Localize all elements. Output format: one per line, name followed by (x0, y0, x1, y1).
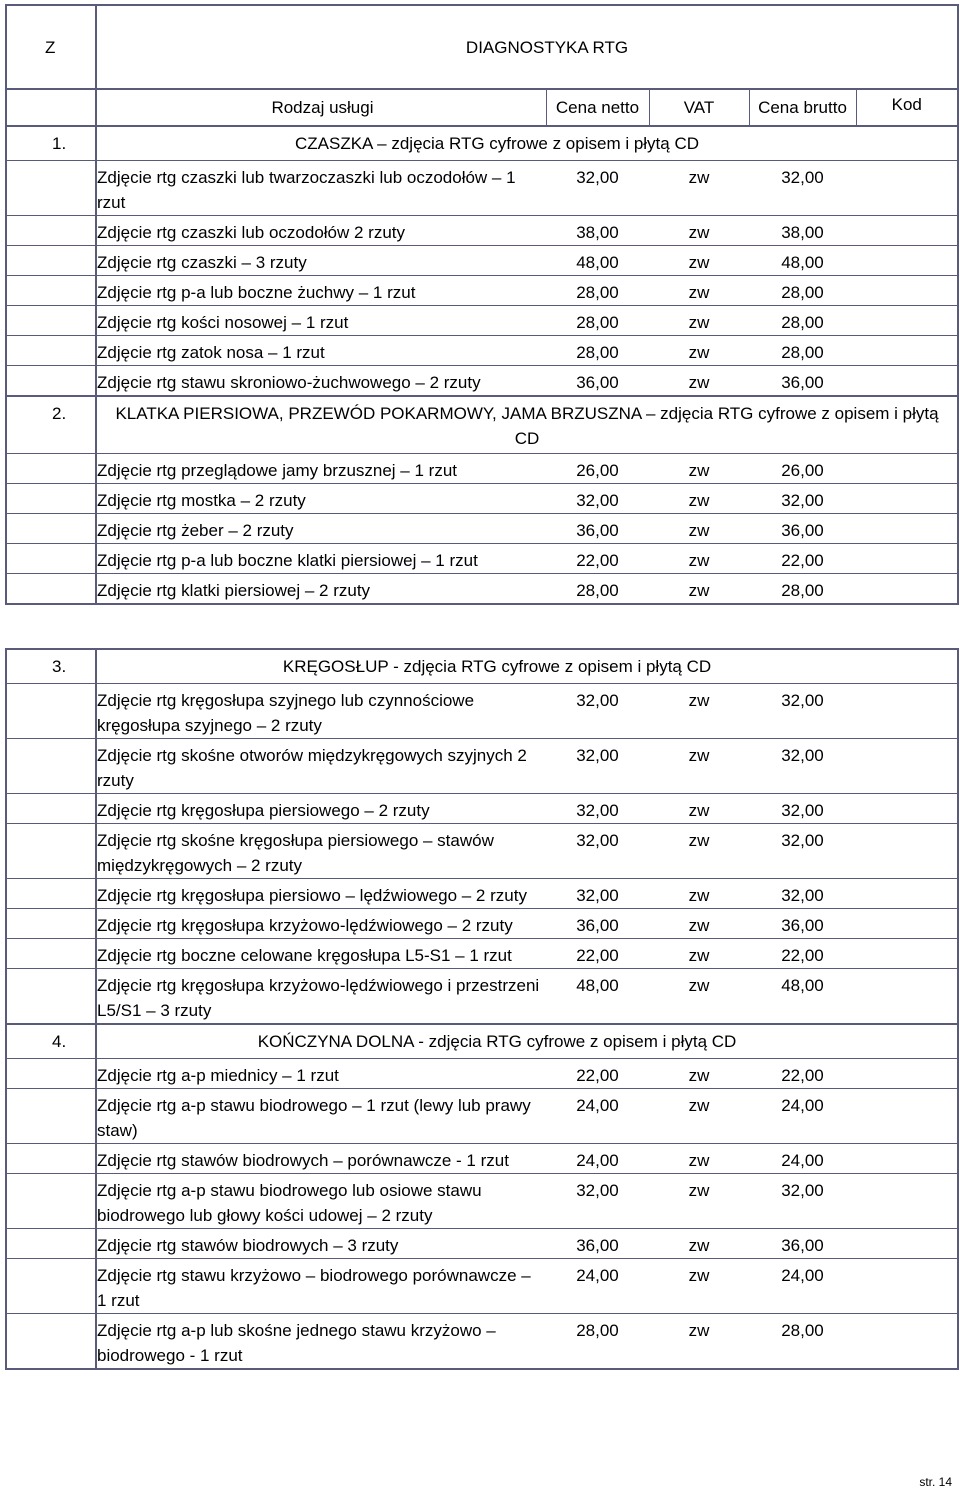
vat-rate: zw (649, 1229, 749, 1259)
code-cell (856, 939, 958, 969)
code-cell (856, 879, 958, 909)
code-cell (856, 306, 958, 336)
table-row (6, 306, 958, 336)
empty-cell (6, 574, 96, 605)
header-net-price: Cena netto (546, 89, 649, 126)
net-price: 26,00 (546, 454, 649, 484)
gross-price: 26,00 (749, 454, 856, 484)
net-price: 48,00 (546, 969, 649, 1025)
vat-rate: zw (649, 544, 749, 574)
table-row (6, 1314, 958, 1370)
vat-rate: zw (649, 216, 749, 246)
gross-price: 22,00 (749, 1059, 856, 1089)
table-row (6, 484, 958, 514)
empty-cell (6, 246, 96, 276)
table-row (6, 909, 958, 939)
column-header-row (6, 89, 958, 126)
section-title: KOŃCZYNA DOLNA - zdjęcia RTG cyfrowe z opisem i płytą CD (96, 1024, 958, 1059)
net-price: 28,00 (546, 276, 649, 306)
vat-rate: zw (649, 939, 749, 969)
service-name: Zdjęcie rtg mostka – 2 rzuty (96, 484, 546, 514)
table-row (6, 969, 958, 1025)
net-price: 32,00 (546, 1174, 649, 1229)
vat-rate: zw (649, 739, 749, 794)
code-cell (856, 246, 958, 276)
service-name: Zdjęcie rtg p-a lub boczne klatki piersiowej – 1 rzut (96, 544, 546, 574)
code-cell (856, 216, 958, 246)
service-name: Zdjęcie rtg a-p lub skośne jednego stawu krzyżowo – biodrowego - 1 rzut (96, 1314, 546, 1370)
col-z-label: Z (6, 5, 96, 89)
empty-cell (6, 1089, 96, 1144)
gross-price: 22,00 (749, 939, 856, 969)
gross-price: 28,00 (749, 1314, 856, 1370)
table-row (6, 336, 958, 366)
vat-rate: zw (649, 1089, 749, 1144)
vat-rate: zw (649, 684, 749, 739)
service-name: Zdjęcie rtg stawu krzyżowo – biodrowego porównawcze – 1 rzut (96, 1259, 546, 1314)
net-price: 28,00 (546, 336, 649, 366)
table-row (6, 161, 958, 216)
empty-cell (6, 276, 96, 306)
gross-price: 24,00 (749, 1144, 856, 1174)
code-cell (856, 484, 958, 514)
net-price: 32,00 (546, 684, 649, 739)
code-cell (856, 161, 958, 216)
empty-cell (6, 824, 96, 879)
table-row (6, 684, 958, 739)
section-header (6, 649, 958, 684)
gross-price: 32,00 (749, 161, 856, 216)
section-number: 1. (6, 126, 96, 161)
empty-cell (6, 794, 96, 824)
table-row (6, 574, 958, 605)
code-cell (856, 1059, 958, 1089)
empty-cell (6, 1059, 96, 1089)
empty-cell (6, 1144, 96, 1174)
vat-rate: zw (649, 824, 749, 879)
vat-rate: zw (649, 336, 749, 366)
table-row (6, 454, 958, 484)
empty-cell (6, 939, 96, 969)
code-cell (856, 1174, 958, 1229)
service-name: Zdjęcie rtg kręgosłupa piersiowego – 2 rzuty (96, 794, 546, 824)
gross-price: 32,00 (749, 879, 856, 909)
header-gross-price: Cena brutto (749, 89, 856, 126)
service-name: Zdjęcie rtg stawów biodrowych – porównawcze - 1 rzut (96, 1144, 546, 1174)
gross-price: 22,00 (749, 544, 856, 574)
empty-cell (6, 909, 96, 939)
vat-rate: zw (649, 1259, 749, 1314)
vat-rate: zw (649, 161, 749, 216)
vat-rate: zw (649, 909, 749, 939)
net-price: 32,00 (546, 824, 649, 879)
gross-price: 32,00 (749, 794, 856, 824)
empty-cell (6, 1229, 96, 1259)
vat-rate: zw (649, 1144, 749, 1174)
table-row (6, 824, 958, 879)
gross-price: 48,00 (749, 969, 856, 1025)
vat-rate: zw (649, 1174, 749, 1229)
empty-cell (6, 544, 96, 574)
service-name: Zdjęcie rtg a-p miednicy – 1 rzut (96, 1059, 546, 1089)
net-price: 38,00 (546, 216, 649, 246)
empty-cell (6, 879, 96, 909)
net-price: 36,00 (546, 514, 649, 544)
header-code: Kod (856, 89, 958, 126)
code-cell (856, 366, 958, 397)
code-cell (856, 544, 958, 574)
gross-price: 36,00 (749, 909, 856, 939)
empty-cell (6, 969, 96, 1025)
code-cell (856, 1089, 958, 1144)
price-table-bottom (5, 648, 959, 1370)
vat-rate: zw (649, 246, 749, 276)
service-name: Zdjęcie rtg przeglądowe jamy brzusznej – 1 rzut (96, 454, 546, 484)
net-price: 32,00 (546, 161, 649, 216)
service-name: Zdjęcie rtg zatok nosa – 1 rzut (96, 336, 546, 366)
service-name: Zdjęcie rtg stawów biodrowych – 3 rzuty (96, 1229, 546, 1259)
vat-rate: zw (649, 276, 749, 306)
net-price: 32,00 (546, 739, 649, 794)
gross-price: 24,00 (749, 1089, 856, 1144)
header-service: Rodzaj usługi (271, 98, 374, 117)
empty-cell (6, 161, 96, 216)
vat-rate: zw (649, 574, 749, 605)
service-name: Zdjęcie rtg kręgosłupa szyjnego lub czynnościowe kręgosłupa szyjnego – 2 rzuty (96, 684, 546, 739)
vat-rate: zw (649, 794, 749, 824)
code-cell (856, 454, 958, 484)
table-row (6, 1144, 958, 1174)
vat-rate: zw (649, 306, 749, 336)
service-name: Zdjęcie rtg kręgosłupa krzyżowo-lędźwiowego – 2 rzuty (96, 909, 546, 939)
net-price: 36,00 (546, 1229, 649, 1259)
empty-cell (6, 216, 96, 246)
gross-price: 28,00 (749, 574, 856, 605)
empty-cell (6, 484, 96, 514)
gross-price: 32,00 (749, 1174, 856, 1229)
service-name: Zdjęcie rtg stawu skroniowo-żuchwowego – 2 rzuty (96, 366, 546, 397)
net-price: 36,00 (546, 909, 649, 939)
gross-price: 32,00 (749, 684, 856, 739)
service-name: Zdjęcie rtg boczne celowane kręgosłupa L5-S1 – 1 rzut (96, 939, 546, 969)
section-header (6, 396, 958, 454)
section-title: KRĘGOSŁUP - zdjęcia RTG cyfrowe z opisem i płytą CD (96, 649, 958, 684)
section-header (6, 126, 958, 161)
gross-price: 28,00 (749, 276, 856, 306)
gross-price: 36,00 (749, 366, 856, 397)
service-name: Zdjęcie rtg kręgosłupa piersiowo – lędźwiowego – 2 rzuty (96, 879, 546, 909)
table-row (6, 939, 958, 969)
net-price: 24,00 (546, 1259, 649, 1314)
net-price: 36,00 (546, 366, 649, 397)
code-cell (856, 909, 958, 939)
code-cell (856, 574, 958, 605)
gross-price: 32,00 (749, 739, 856, 794)
service-name: Zdjęcie rtg żeber – 2 rzuty (96, 514, 546, 544)
table-row (6, 1259, 958, 1314)
empty-cell (6, 684, 96, 739)
service-name: Zdjęcie rtg skośne kręgosłupa piersiowego – stawów międzykręgowych – 2 rzuty (96, 824, 546, 879)
net-price: 22,00 (546, 1059, 649, 1089)
service-name: Zdjęcie rtg klatki piersiowej – 2 rzuty (96, 574, 546, 605)
net-price: 24,00 (546, 1144, 649, 1174)
net-price: 22,00 (546, 544, 649, 574)
vat-rate: zw (649, 1059, 749, 1089)
gross-price: 28,00 (749, 336, 856, 366)
net-price: 48,00 (546, 246, 649, 276)
table-row (6, 366, 958, 397)
section-number: 3. (6, 649, 96, 684)
empty-cell (6, 514, 96, 544)
code-cell (856, 514, 958, 544)
code-cell (856, 1259, 958, 1314)
price-table-top (5, 4, 959, 605)
table-row (6, 1059, 958, 1089)
table-row (6, 1089, 958, 1144)
empty-cell (6, 739, 96, 794)
net-price: 28,00 (546, 1314, 649, 1370)
empty-cell (6, 1314, 96, 1370)
code-cell (856, 1229, 958, 1259)
page-title: DIAGNOSTYKA RTG (96, 5, 958, 89)
vat-rate: zw (649, 484, 749, 514)
gross-price: 38,00 (749, 216, 856, 246)
vat-rate: zw (649, 969, 749, 1025)
net-price: 32,00 (546, 879, 649, 909)
service-name: Zdjęcie rtg p-a lub boczne żuchwy – 1 rzut (96, 276, 546, 306)
service-name: Zdjęcie rtg a-p stawu biodrowego – 1 rzut (lewy lub prawy staw) (96, 1089, 546, 1144)
service-name: Zdjęcie rtg kości nosowej – 1 rzut (96, 306, 546, 336)
vat-rate: zw (649, 366, 749, 397)
service-name: Zdjęcie rtg czaszki – 3 rzuty (96, 246, 546, 276)
gross-price: 32,00 (749, 484, 856, 514)
vat-rate: zw (649, 454, 749, 484)
gross-price: 28,00 (749, 306, 856, 336)
gross-price: 36,00 (749, 1229, 856, 1259)
vat-rate: zw (649, 1314, 749, 1370)
empty-cell (6, 1259, 96, 1314)
section-title: CZASZKA – zdjęcia RTG cyfrowe z opisem i płytą CD (96, 126, 958, 161)
code-cell (856, 739, 958, 794)
table-row (6, 544, 958, 574)
net-price: 28,00 (546, 574, 649, 605)
table-row (6, 216, 958, 246)
service-name: Zdjęcie rtg czaszki lub oczodołów 2 rzuty (96, 216, 546, 246)
vat-rate: zw (649, 879, 749, 909)
service-name: Zdjęcie rtg kręgosłupa krzyżowo-lędźwiowego i przestrzeni L5/S1 – 3 rzuty (96, 969, 546, 1025)
code-cell (856, 824, 958, 879)
table-row (6, 276, 958, 306)
table-row (6, 879, 958, 909)
code-cell (856, 1314, 958, 1370)
service-name: Zdjęcie rtg skośne otworów międzykręgowych szyjnych 2 rzuty (96, 739, 546, 794)
code-cell (856, 276, 958, 306)
service-name: Zdjęcie rtg a-p stawu biodrowego lub osiowe stawu biodrowego lub głowy kości udowej – 2 rzuty (96, 1174, 546, 1229)
empty-cell (6, 336, 96, 366)
gross-price: 24,00 (749, 1259, 856, 1314)
table-row (6, 514, 958, 544)
section-number: 4. (6, 1024, 96, 1059)
table-row (6, 794, 958, 824)
service-name: Zdjęcie rtg czaszki lub twarzoczaszki lub oczodołów – 1 rzut (96, 161, 546, 216)
empty-cell (6, 454, 96, 484)
vat-rate: zw (649, 514, 749, 544)
section-title: KLATKA PIERSIOWA, PRZEWÓD POKARMOWY, JAMA BRZUSZNA – zdjęcia RTG cyfrowe z opisem i płytą CD (96, 396, 958, 454)
code-cell (856, 1144, 958, 1174)
code-cell (856, 969, 958, 1025)
section-header (6, 1024, 958, 1059)
table-row (6, 1174, 958, 1229)
gross-price: 48,00 (749, 246, 856, 276)
empty-cell (6, 366, 96, 397)
net-price: 28,00 (546, 306, 649, 336)
net-price: 32,00 (546, 794, 649, 824)
page-number: str. 14 (919, 1475, 952, 1489)
title-row (6, 5, 958, 89)
net-price: 32,00 (546, 484, 649, 514)
table-row (6, 1229, 958, 1259)
table-row (6, 246, 958, 276)
empty-cell (6, 306, 96, 336)
code-cell (856, 684, 958, 739)
gross-price: 36,00 (749, 514, 856, 544)
code-cell (856, 794, 958, 824)
empty-cell (6, 1174, 96, 1229)
gross-price: 32,00 (749, 824, 856, 879)
net-price: 22,00 (546, 939, 649, 969)
table-row (6, 739, 958, 794)
net-price: 24,00 (546, 1089, 649, 1144)
header-vat: VAT (649, 89, 749, 126)
code-cell (856, 336, 958, 366)
section-number: 2. (6, 396, 96, 454)
